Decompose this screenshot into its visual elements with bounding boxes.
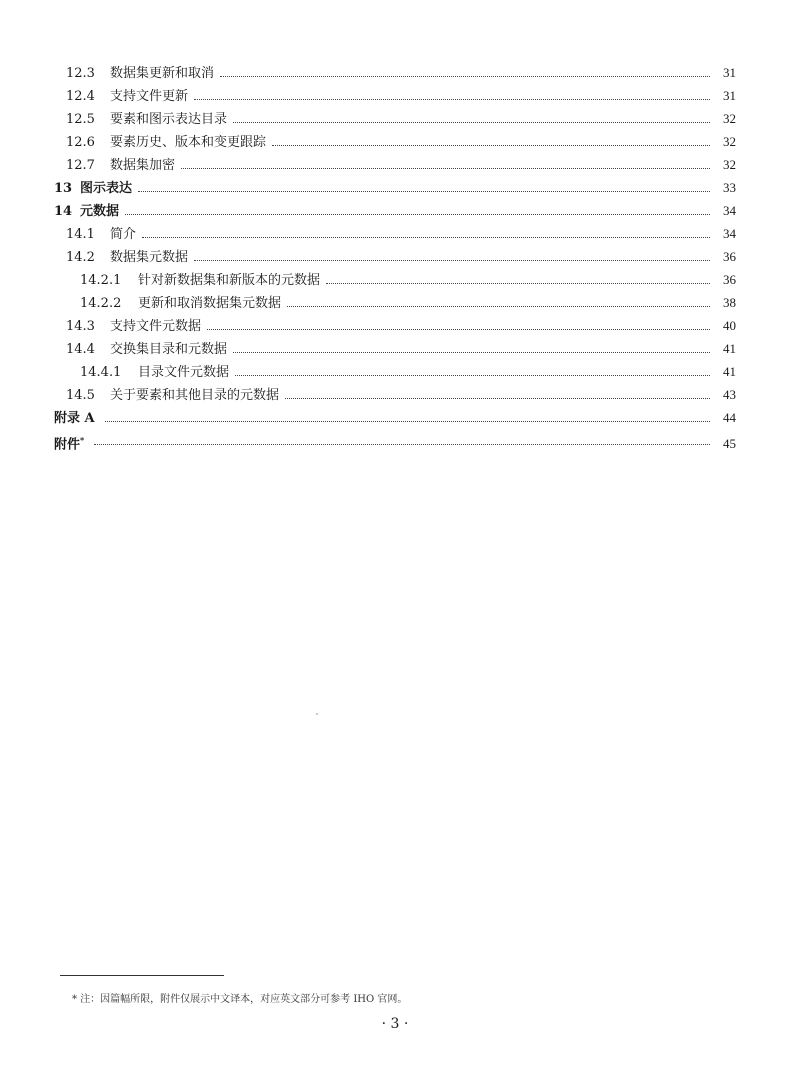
leader-dots <box>326 270 710 284</box>
leader-dots <box>194 247 710 261</box>
toc-entry-title: 图示表达 <box>80 181 133 196</box>
toc-entry-number: 12.6 <box>66 135 95 150</box>
footnote-marker: * <box>80 435 85 445</box>
toc-entry-page: 38 <box>723 295 736 310</box>
leader-dots <box>235 362 710 376</box>
toc-entry-page: 34 <box>723 203 736 218</box>
toc-entry-page: 44 <box>723 410 736 425</box>
footnote: * 注：因篇幅所限，附件仅展示中文译本，对应英文部分可参考 IHO 官网。 <box>72 994 408 1005</box>
toc-entry-number: 12.4 <box>66 89 95 104</box>
toc-entry-number: 14.3 <box>66 319 95 334</box>
toc-entry-title: 要素历史、版本和变更跟踪 <box>110 135 267 150</box>
toc-entry-page: 40 <box>723 318 736 333</box>
toc-entry-page: 41 <box>723 364 736 379</box>
toc-entry-number: 14.2 <box>66 250 95 265</box>
toc-entry-title: 元数据 <box>80 204 120 219</box>
toc-entry-page: 34 <box>723 226 736 241</box>
toc-entry-title: 目录文件元数据 <box>138 365 230 380</box>
toc-subentry[interactable] <box>0 268 790 291</box>
leader-dots <box>233 109 710 123</box>
toc-entry[interactable] <box>0 222 790 245</box>
toc-entry-number: 13 <box>54 181 73 196</box>
leader-dots <box>105 408 710 422</box>
toc-entry-title: 交换集目录和元数据 <box>110 342 228 357</box>
toc-entry-title: 简介 <box>110 227 137 242</box>
leader-dots <box>220 63 710 77</box>
leader-dots <box>94 431 710 445</box>
toc-entry-title-text: 附件 <box>54 437 81 453</box>
toc-entry[interactable] <box>0 245 790 268</box>
toc-entry-title: 关于要素和其他目录的元数据 <box>110 388 280 403</box>
toc-entry-page: 32 <box>723 134 736 149</box>
toc-entry-title <box>54 429 88 456</box>
toc-entry[interactable] <box>0 130 790 153</box>
toc-chapter[interactable] <box>0 176 790 199</box>
toc-subentry[interactable] <box>0 291 790 314</box>
toc-entry-number: 12.5 <box>66 112 95 127</box>
toc-entry-number: 14.4 <box>66 342 95 357</box>
toc-entry[interactable] <box>0 337 790 360</box>
toc-entry-title: 数据集更新和取消 <box>110 66 215 81</box>
toc-entry-number: 14.4.1 <box>80 365 122 380</box>
leader-dots <box>138 178 710 192</box>
toc-entry-title: 数据集加密 <box>110 158 176 173</box>
toc-entry-title: 要素和图示表达目录 <box>110 112 228 127</box>
toc-entry-page: 36 <box>723 272 736 287</box>
toc-entry-page: 45 <box>723 436 736 452</box>
toc-subentry[interactable] <box>0 360 790 383</box>
toc-entry-number: 12.7 <box>66 158 95 173</box>
toc-entry-page: 36 <box>723 249 736 264</box>
toc-entry-number: 14.1 <box>66 227 95 242</box>
toc-entry-title: 支持文件元数据 <box>110 319 202 334</box>
toc-appendix[interactable] <box>0 406 790 429</box>
leader-dots <box>142 224 710 238</box>
toc-entry-page: 33 <box>723 180 736 195</box>
toc-entry-title: 针对新数据集和新版本的元数据 <box>138 273 321 288</box>
toc-entry[interactable] <box>0 383 790 406</box>
toc-attachment[interactable] <box>0 429 790 452</box>
toc-entry-page: 43 <box>723 387 736 402</box>
toc-chapter[interactable] <box>0 199 790 222</box>
footnote-separator <box>60 975 224 976</box>
toc-entry-title: 支持文件更新 <box>110 89 189 104</box>
toc-entry[interactable] <box>0 61 790 84</box>
toc-entry-number: 14.2.1 <box>80 273 122 288</box>
toc-entry-title: 更新和取消数据集元数据 <box>138 296 282 311</box>
toc-entry[interactable] <box>0 153 790 176</box>
scan-speck <box>316 713 318 715</box>
leader-dots <box>233 339 710 353</box>
leader-dots <box>194 86 710 100</box>
toc-entry-title: 附录 A <box>54 411 95 426</box>
toc-entry-number: 14 <box>54 204 73 219</box>
toc-entry[interactable] <box>0 314 790 337</box>
toc-entry[interactable] <box>0 107 790 130</box>
toc-entry-page: 32 <box>723 111 736 126</box>
leader-dots <box>287 293 710 307</box>
toc-entry-number: 14.5 <box>66 388 95 403</box>
toc-entry-page: 31 <box>723 88 736 103</box>
leader-dots <box>207 316 710 330</box>
toc-entry-page: 31 <box>723 65 736 80</box>
toc-entry-page: 32 <box>723 157 736 172</box>
toc-entry-title: 数据集元数据 <box>110 250 189 265</box>
table-of-contents <box>0 61 790 452</box>
toc-entry-number: 12.3 <box>66 66 95 81</box>
toc-entry-page: 41 <box>723 341 736 356</box>
leader-dots <box>272 132 710 146</box>
toc-entry-number: 14.2.2 <box>80 296 122 311</box>
leader-dots <box>181 155 710 169</box>
toc-entry[interactable] <box>0 84 790 107</box>
leader-dots <box>285 385 710 399</box>
page-number: · 3 · <box>381 1016 409 1032</box>
leader-dots <box>125 201 710 215</box>
